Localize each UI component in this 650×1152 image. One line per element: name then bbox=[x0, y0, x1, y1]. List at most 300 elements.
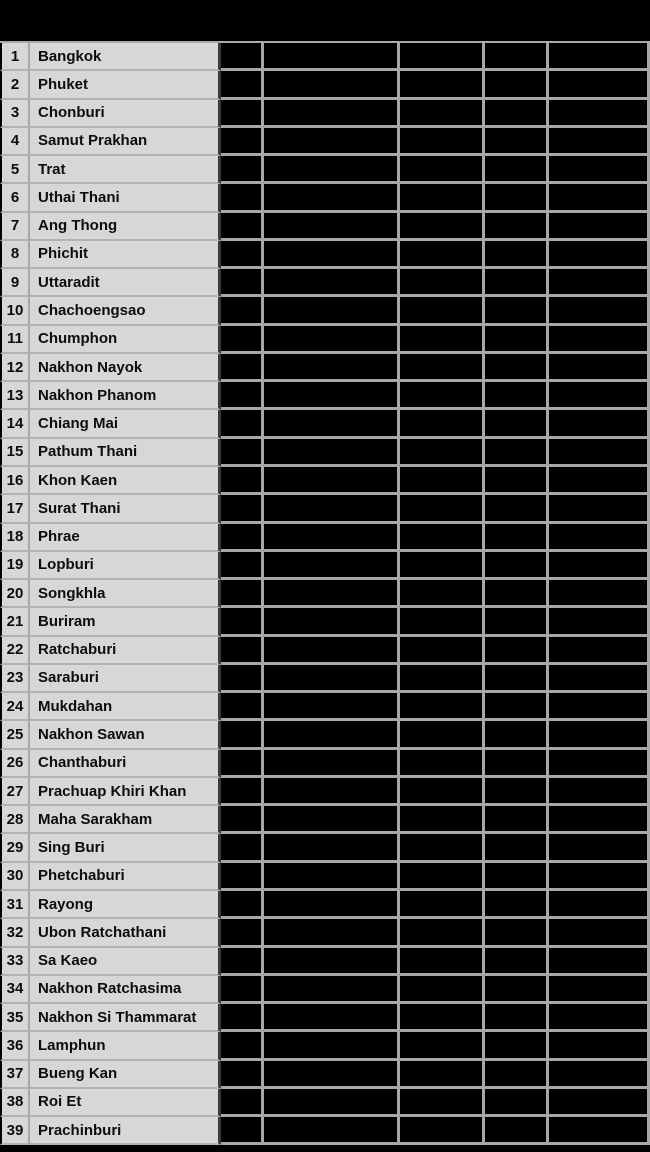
hidden-data-cell bbox=[485, 608, 549, 636]
hidden-data-cell bbox=[400, 721, 485, 749]
table-row bbox=[0, 213, 650, 241]
row-number-cell: 13 bbox=[0, 382, 30, 410]
row-number-cell: 9 bbox=[0, 269, 30, 297]
hidden-data-cell bbox=[264, 665, 400, 693]
hidden-data-cell bbox=[485, 750, 549, 778]
province-name-cell: Nakhon Nayok bbox=[30, 354, 221, 382]
hidden-data-cell bbox=[485, 184, 549, 212]
hidden-data-cell bbox=[400, 1004, 485, 1032]
hidden-data-cell bbox=[400, 297, 485, 325]
province-name-cell: Nakhon Phanom bbox=[30, 382, 221, 410]
hidden-data-cell bbox=[221, 354, 264, 382]
row-number-cell: 28 bbox=[0, 806, 30, 834]
province-name-cell: Chiang Mai bbox=[30, 410, 221, 438]
hidden-data-cell bbox=[485, 919, 549, 947]
hidden-data-cell bbox=[221, 778, 264, 806]
row-number-cell: 7 bbox=[0, 213, 30, 241]
province-name-cell: Chonburi bbox=[30, 100, 221, 128]
hidden-data-cell bbox=[485, 71, 549, 99]
hidden-data-cell bbox=[485, 552, 549, 580]
table-row bbox=[0, 919, 650, 947]
hidden-data-cell bbox=[485, 580, 549, 608]
hidden-data-cell bbox=[264, 100, 400, 128]
hidden-data-cell bbox=[400, 156, 485, 184]
hidden-data-cell bbox=[221, 326, 264, 354]
hidden-data-cell bbox=[221, 665, 264, 693]
hidden-data-cell bbox=[264, 580, 400, 608]
province-name-cell: Phetchaburi bbox=[30, 863, 221, 891]
hidden-data-cell bbox=[549, 665, 650, 693]
hidden-data-cell bbox=[549, 100, 650, 128]
hidden-data-cell bbox=[549, 467, 650, 495]
hidden-data-cell bbox=[264, 439, 400, 467]
hidden-data-cell bbox=[221, 608, 264, 636]
row-number-cell: 27 bbox=[0, 778, 30, 806]
hidden-data-cell bbox=[549, 1032, 650, 1060]
hidden-data-cell bbox=[221, 439, 264, 467]
hidden-data-cell bbox=[400, 1061, 485, 1089]
hidden-data-cell bbox=[221, 1089, 264, 1117]
row-number-cell: 14 bbox=[0, 410, 30, 438]
province-name-cell: Chachoengsao bbox=[30, 297, 221, 325]
hidden-data-cell bbox=[485, 269, 549, 297]
hidden-data-cell bbox=[400, 269, 485, 297]
hidden-data-cell bbox=[221, 693, 264, 721]
hidden-data-cell bbox=[400, 1117, 485, 1145]
hidden-data-cell bbox=[221, 241, 264, 269]
table-row bbox=[0, 778, 650, 806]
row-number-cell: 22 bbox=[0, 637, 30, 665]
province-name-cell: Rayong bbox=[30, 891, 221, 919]
hidden-data-cell bbox=[485, 976, 549, 1004]
hidden-data-cell bbox=[400, 919, 485, 947]
hidden-data-cell bbox=[549, 524, 650, 552]
hidden-data-cell bbox=[400, 608, 485, 636]
hidden-data-cell bbox=[485, 948, 549, 976]
hidden-data-cell bbox=[485, 1032, 549, 1060]
hidden-data-cell bbox=[221, 637, 264, 665]
table-row bbox=[0, 1061, 650, 1089]
hidden-data-cell bbox=[549, 1089, 650, 1117]
hidden-data-cell bbox=[400, 834, 485, 862]
hidden-data-cell bbox=[221, 184, 264, 212]
province-name-cell: Songkhla bbox=[30, 580, 221, 608]
hidden-data-cell bbox=[549, 410, 650, 438]
hidden-data-cell bbox=[400, 778, 485, 806]
hidden-data-cell bbox=[485, 637, 549, 665]
hidden-data-cell bbox=[400, 495, 485, 523]
table-row bbox=[0, 297, 650, 325]
province-name-cell: Phuket bbox=[30, 71, 221, 99]
hidden-data-cell bbox=[264, 213, 400, 241]
row-number-cell: 37 bbox=[0, 1061, 30, 1089]
row-number-cell: 12 bbox=[0, 354, 30, 382]
hidden-data-cell bbox=[264, 693, 400, 721]
hidden-data-cell bbox=[400, 128, 485, 156]
hidden-data-cell bbox=[264, 1061, 400, 1089]
table-row bbox=[0, 382, 650, 410]
hidden-data-cell bbox=[549, 1004, 650, 1032]
row-number-cell: 26 bbox=[0, 750, 30, 778]
hidden-data-cell bbox=[400, 326, 485, 354]
hidden-data-cell bbox=[549, 778, 650, 806]
row-number-cell: 15 bbox=[0, 439, 30, 467]
hidden-data-cell bbox=[264, 1032, 400, 1060]
province-name-cell: Pathum Thani bbox=[30, 439, 221, 467]
hidden-data-cell bbox=[264, 1089, 400, 1117]
hidden-data-cell bbox=[485, 863, 549, 891]
province-name-cell: Prachuap Khiri Khan bbox=[30, 778, 221, 806]
hidden-data-cell bbox=[485, 382, 549, 410]
province-name-cell: Chumphon bbox=[30, 326, 221, 354]
hidden-data-cell bbox=[264, 637, 400, 665]
hidden-data-cell bbox=[264, 382, 400, 410]
table-row bbox=[0, 976, 650, 1004]
row-number-cell: 21 bbox=[0, 608, 30, 636]
row-number-cell: 34 bbox=[0, 976, 30, 1004]
hidden-data-cell bbox=[549, 439, 650, 467]
hidden-data-cell bbox=[549, 919, 650, 947]
hidden-data-cell bbox=[264, 467, 400, 495]
hidden-data-cell bbox=[485, 1117, 549, 1145]
hidden-data-cell bbox=[549, 552, 650, 580]
province-name-cell: Lopburi bbox=[30, 552, 221, 580]
hidden-data-cell bbox=[221, 1032, 264, 1060]
hidden-data-cell bbox=[264, 1117, 400, 1145]
hidden-data-cell bbox=[264, 354, 400, 382]
hidden-data-cell bbox=[549, 184, 650, 212]
hidden-data-cell bbox=[221, 1061, 264, 1089]
table-row bbox=[0, 495, 650, 523]
hidden-data-cell bbox=[221, 1117, 264, 1145]
row-number-cell: 35 bbox=[0, 1004, 30, 1032]
row-number-cell: 6 bbox=[0, 184, 30, 212]
hidden-data-cell bbox=[221, 834, 264, 862]
hidden-data-cell bbox=[485, 891, 549, 919]
hidden-data-cell bbox=[400, 665, 485, 693]
row-number-cell: 16 bbox=[0, 467, 30, 495]
table-row bbox=[0, 552, 650, 580]
hidden-data-cell bbox=[264, 241, 400, 269]
hidden-data-cell bbox=[485, 128, 549, 156]
hidden-data-cell bbox=[485, 410, 549, 438]
hidden-data-cell bbox=[549, 721, 650, 749]
hidden-data-cell bbox=[221, 269, 264, 297]
hidden-data-cell bbox=[400, 439, 485, 467]
table-row bbox=[0, 354, 650, 382]
table-row bbox=[0, 71, 650, 99]
hidden-data-cell bbox=[264, 919, 400, 947]
province-name-cell: Prachinburi bbox=[30, 1117, 221, 1145]
hidden-data-cell bbox=[221, 43, 264, 71]
hidden-data-cell bbox=[549, 156, 650, 184]
table-row bbox=[0, 156, 650, 184]
table-row bbox=[0, 693, 650, 721]
table-row bbox=[0, 439, 650, 467]
province-name-cell: Uthai Thani bbox=[30, 184, 221, 212]
table-row bbox=[0, 665, 650, 693]
province-name-cell: Nakhon Sawan bbox=[30, 721, 221, 749]
row-number-cell: 18 bbox=[0, 524, 30, 552]
hidden-data-cell bbox=[400, 891, 485, 919]
hidden-data-cell bbox=[485, 213, 549, 241]
table-header-black-band bbox=[0, 0, 650, 41]
hidden-data-cell bbox=[549, 976, 650, 1004]
hidden-data-cell bbox=[221, 806, 264, 834]
hidden-data-cell bbox=[485, 43, 549, 71]
province-name-cell: Ratchaburi bbox=[30, 637, 221, 665]
hidden-data-cell bbox=[485, 721, 549, 749]
hidden-data-cell bbox=[485, 495, 549, 523]
province-name-cell: Buriram bbox=[30, 608, 221, 636]
hidden-data-cell bbox=[485, 156, 549, 184]
hidden-data-cell bbox=[264, 1004, 400, 1032]
hidden-data-cell bbox=[400, 637, 485, 665]
hidden-data-cell bbox=[400, 467, 485, 495]
hidden-data-cell bbox=[264, 524, 400, 552]
hidden-data-cell bbox=[221, 128, 264, 156]
table-row bbox=[0, 1032, 650, 1060]
hidden-data-cell bbox=[264, 891, 400, 919]
hidden-data-cell bbox=[485, 834, 549, 862]
table-row bbox=[0, 43, 650, 71]
row-number-cell: 4 bbox=[0, 128, 30, 156]
province-name-cell: Sa Kaeo bbox=[30, 948, 221, 976]
hidden-data-cell bbox=[221, 467, 264, 495]
hidden-data-cell bbox=[400, 1032, 485, 1060]
province-name-cell: Maha Sarakham bbox=[30, 806, 221, 834]
hidden-data-cell bbox=[221, 382, 264, 410]
table-row bbox=[0, 1004, 650, 1032]
hidden-data-cell bbox=[549, 128, 650, 156]
hidden-data-cell bbox=[485, 665, 549, 693]
row-number-cell: 5 bbox=[0, 156, 30, 184]
hidden-data-cell bbox=[400, 354, 485, 382]
hidden-data-cell bbox=[264, 948, 400, 976]
table-row bbox=[0, 128, 650, 156]
hidden-data-cell bbox=[400, 184, 485, 212]
hidden-data-cell bbox=[549, 43, 650, 71]
hidden-data-cell bbox=[400, 213, 485, 241]
row-number-cell: 20 bbox=[0, 580, 30, 608]
row-number-cell: 3 bbox=[0, 100, 30, 128]
hidden-data-cell bbox=[549, 637, 650, 665]
hidden-data-cell bbox=[549, 326, 650, 354]
hidden-data-cell bbox=[400, 552, 485, 580]
hidden-data-cell bbox=[549, 71, 650, 99]
hidden-data-cell bbox=[400, 693, 485, 721]
hidden-data-cell bbox=[264, 834, 400, 862]
hidden-data-cell bbox=[264, 552, 400, 580]
table-row bbox=[0, 580, 650, 608]
hidden-data-cell bbox=[549, 834, 650, 862]
hidden-data-cell bbox=[221, 213, 264, 241]
row-number-cell: 2 bbox=[0, 71, 30, 99]
row-number-cell: 1 bbox=[0, 43, 30, 71]
table-row bbox=[0, 806, 650, 834]
province-name-cell: Lamphun bbox=[30, 1032, 221, 1060]
province-name-cell: Saraburi bbox=[30, 665, 221, 693]
row-number-cell: 30 bbox=[0, 863, 30, 891]
hidden-data-cell bbox=[549, 354, 650, 382]
table-row bbox=[0, 863, 650, 891]
province-name-cell: Sing Buri bbox=[30, 834, 221, 862]
hidden-data-cell bbox=[549, 948, 650, 976]
hidden-data-cell bbox=[549, 891, 650, 919]
row-number-cell: 25 bbox=[0, 721, 30, 749]
hidden-data-cell bbox=[400, 410, 485, 438]
hidden-data-cell bbox=[549, 382, 650, 410]
province-table bbox=[0, 41, 650, 1145]
hidden-data-cell bbox=[221, 948, 264, 976]
row-number-cell: 39 bbox=[0, 1117, 30, 1145]
hidden-data-cell bbox=[549, 750, 650, 778]
table-row bbox=[0, 326, 650, 354]
hidden-data-cell bbox=[400, 71, 485, 99]
table-row bbox=[0, 721, 650, 749]
hidden-data-cell bbox=[549, 297, 650, 325]
hidden-data-cell bbox=[264, 128, 400, 156]
hidden-data-cell bbox=[264, 721, 400, 749]
row-number-cell: 17 bbox=[0, 495, 30, 523]
hidden-data-cell bbox=[400, 524, 485, 552]
province-name-cell: Phrae bbox=[30, 524, 221, 552]
province-name-cell: Chanthaburi bbox=[30, 750, 221, 778]
hidden-data-cell bbox=[221, 410, 264, 438]
hidden-data-cell bbox=[485, 806, 549, 834]
hidden-data-cell bbox=[549, 269, 650, 297]
hidden-data-cell bbox=[485, 297, 549, 325]
hidden-data-cell bbox=[221, 721, 264, 749]
hidden-data-cell bbox=[221, 156, 264, 184]
hidden-data-cell bbox=[264, 750, 400, 778]
province-name-cell: Bueng Kan bbox=[30, 1061, 221, 1089]
row-number-cell: 11 bbox=[0, 326, 30, 354]
hidden-data-cell bbox=[485, 1061, 549, 1089]
table-row bbox=[0, 1089, 650, 1117]
hidden-data-cell bbox=[221, 1004, 264, 1032]
hidden-data-cell bbox=[400, 976, 485, 1004]
hidden-data-cell bbox=[221, 750, 264, 778]
hidden-data-cell bbox=[549, 241, 650, 269]
hidden-data-cell bbox=[485, 100, 549, 128]
hidden-data-cell bbox=[264, 608, 400, 636]
row-number-cell: 19 bbox=[0, 552, 30, 580]
row-number-cell: 24 bbox=[0, 693, 30, 721]
province-name-cell: Nakhon Ratchasima bbox=[30, 976, 221, 1004]
hidden-data-cell bbox=[221, 891, 264, 919]
hidden-data-cell bbox=[264, 156, 400, 184]
hidden-data-cell bbox=[264, 43, 400, 71]
hidden-data-cell bbox=[221, 297, 264, 325]
table-row bbox=[0, 410, 650, 438]
hidden-data-cell bbox=[264, 863, 400, 891]
hidden-data-cell bbox=[400, 43, 485, 71]
province-name-cell: Surat Thani bbox=[30, 495, 221, 523]
hidden-data-cell bbox=[221, 100, 264, 128]
table-row bbox=[0, 750, 650, 778]
hidden-data-cell bbox=[485, 693, 549, 721]
hidden-data-cell bbox=[485, 778, 549, 806]
row-number-cell: 8 bbox=[0, 241, 30, 269]
hidden-data-cell bbox=[264, 297, 400, 325]
table-row bbox=[0, 467, 650, 495]
hidden-data-cell bbox=[549, 863, 650, 891]
table-row bbox=[0, 184, 650, 212]
table-row bbox=[0, 1117, 650, 1145]
province-name-cell: Mukdahan bbox=[30, 693, 221, 721]
province-name-cell: Nakhon Si Thammarat bbox=[30, 1004, 221, 1032]
table-row bbox=[0, 834, 650, 862]
hidden-data-cell bbox=[264, 495, 400, 523]
hidden-data-cell bbox=[264, 806, 400, 834]
hidden-data-cell bbox=[400, 241, 485, 269]
table-row bbox=[0, 524, 650, 552]
table-row bbox=[0, 637, 650, 665]
hidden-data-cell bbox=[264, 410, 400, 438]
province-name-cell: Bangkok bbox=[30, 43, 221, 71]
row-number-cell: 23 bbox=[0, 665, 30, 693]
hidden-data-cell bbox=[549, 213, 650, 241]
table-row bbox=[0, 269, 650, 297]
table-row bbox=[0, 891, 650, 919]
hidden-data-cell bbox=[485, 1004, 549, 1032]
table-row bbox=[0, 100, 650, 128]
province-name-cell: Ubon Ratchathani bbox=[30, 919, 221, 947]
table-row bbox=[0, 241, 650, 269]
hidden-data-cell bbox=[485, 326, 549, 354]
province-name-cell: Uttaradit bbox=[30, 269, 221, 297]
hidden-data-cell bbox=[400, 100, 485, 128]
hidden-data-cell bbox=[264, 778, 400, 806]
row-number-cell: 36 bbox=[0, 1032, 30, 1060]
hidden-data-cell bbox=[400, 863, 485, 891]
hidden-data-cell bbox=[549, 1117, 650, 1145]
hidden-data-cell bbox=[485, 467, 549, 495]
table-row bbox=[0, 948, 650, 976]
hidden-data-cell bbox=[400, 750, 485, 778]
hidden-data-cell bbox=[221, 580, 264, 608]
hidden-data-cell bbox=[549, 1061, 650, 1089]
province-name-cell: Roi Et bbox=[30, 1089, 221, 1117]
hidden-data-cell bbox=[549, 693, 650, 721]
hidden-data-cell bbox=[400, 806, 485, 834]
hidden-data-cell bbox=[221, 71, 264, 99]
hidden-data-cell bbox=[400, 382, 485, 410]
hidden-data-cell bbox=[221, 863, 264, 891]
hidden-data-cell bbox=[549, 608, 650, 636]
hidden-data-cell bbox=[400, 948, 485, 976]
hidden-data-cell bbox=[264, 71, 400, 99]
hidden-data-cell bbox=[485, 354, 549, 382]
hidden-data-cell bbox=[549, 580, 650, 608]
row-number-cell: 10 bbox=[0, 297, 30, 325]
province-name-cell: Samut Prakhan bbox=[30, 128, 221, 156]
hidden-data-cell bbox=[264, 326, 400, 354]
hidden-data-cell bbox=[221, 919, 264, 947]
hidden-data-cell bbox=[485, 439, 549, 467]
province-name-cell: Trat bbox=[30, 156, 221, 184]
table-row bbox=[0, 608, 650, 636]
hidden-data-cell bbox=[221, 495, 264, 523]
hidden-data-cell bbox=[400, 580, 485, 608]
province-name-cell: Phichit bbox=[30, 241, 221, 269]
row-number-cell: 32 bbox=[0, 919, 30, 947]
hidden-data-cell bbox=[549, 806, 650, 834]
hidden-data-cell bbox=[221, 524, 264, 552]
hidden-data-cell bbox=[221, 552, 264, 580]
hidden-data-cell bbox=[221, 976, 264, 1004]
